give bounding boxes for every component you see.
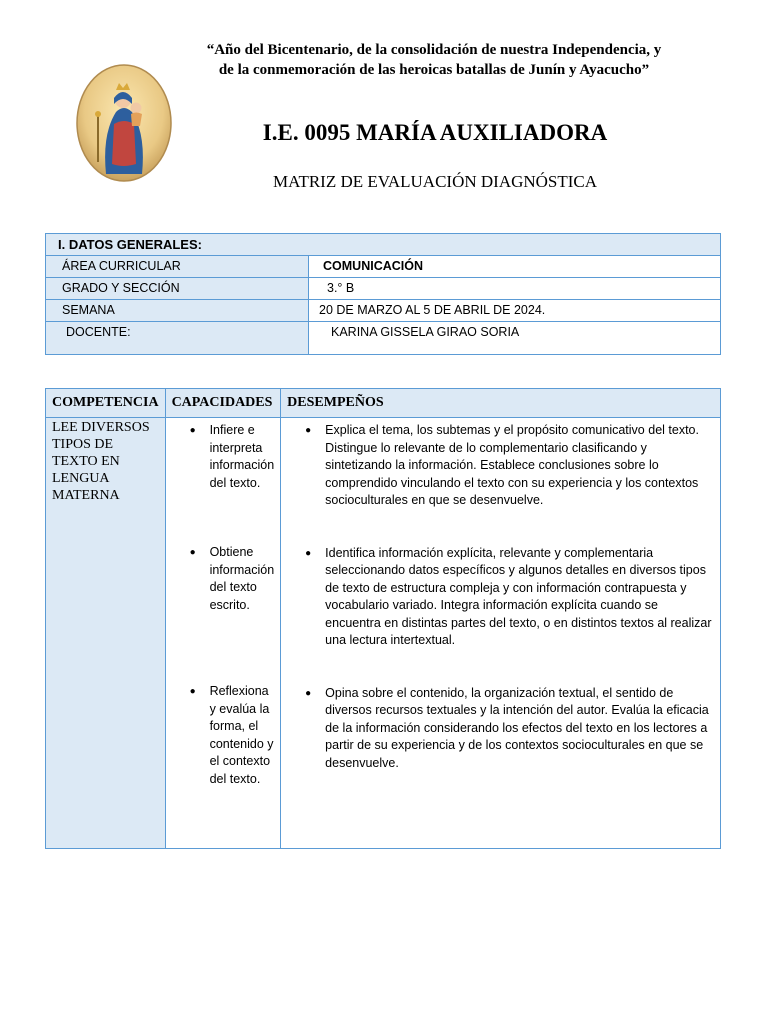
matrix-header-row (46, 389, 721, 418)
datos-row (46, 300, 721, 322)
bullet-icon: ● (189, 547, 196, 558)
capacidades-cell (165, 418, 281, 849)
virgin-mary-child-emblem-icon (76, 64, 172, 182)
capacidad-text: Obtiene información del texto escrito. (209, 545, 275, 612)
desempenos-cell (281, 418, 721, 849)
desempeno-text: Identifica información explícita, relevante y complementaria seleccionando datos específicos y algunos detalles en diversos tipos de texto de estructura compleja y con información contrapuesta y vocabulario variado. Integra información explícita cuando se encuentra en distintas partes del texto, o en distintos textos al realizar una lectura intertextual. (325, 545, 712, 647)
desempeno-text: Explica el tema, los subtemas y el propósito comunicativo del texto. Distingue lo relevante de lo complementario clasificando y sintetizando la información. Establece conclusiones sobre lo comprendido vinculando el texto con su experiencia y los contextos socioculturales en que se desenvuelve. (325, 423, 699, 507)
datos-label: ÁREA CURRICULAR (46, 256, 309, 278)
capacidad-text: Reflexiona y evalúa la forma, el contenido y el contexto del texto. (209, 684, 274, 786)
datos-label: SEMANA (46, 300, 309, 322)
bullet-icon: ● (305, 425, 312, 436)
desempeno-item (281, 685, 720, 773)
datos-value: 3.° B (309, 278, 721, 300)
document-title: MATRIZ DE EVALUACIÓN DIAGNÓSTICA (272, 172, 598, 191)
capacidad-text: Infiere e interpreta información del texto. (209, 423, 275, 490)
capacidad-item (166, 422, 281, 492)
datos-title: I. DATOS GENERALES: (46, 234, 721, 256)
datos-value: KARINA GISSELA GIRAO SORIA (309, 322, 721, 355)
competencia-cell: LEE DIVERSOS TIPOS DE TEXTO EN LENGUA MATERNA (46, 418, 166, 849)
datos-value: COMUNICACIÓN (309, 256, 721, 278)
desempeno-item (281, 422, 720, 510)
datos-row (46, 256, 721, 278)
header-desempenos: DESEMPEÑOS (281, 389, 721, 418)
bullet-icon: ● (189, 425, 196, 436)
matrix-body-row (46, 418, 721, 849)
header-competencia: COMPETENCIA (46, 389, 166, 418)
datos-row (46, 278, 721, 300)
evaluation-matrix-table (45, 388, 721, 849)
datos-value: 20 DE MARZO AL 5 DE ABRIL DE 2024. (309, 300, 721, 322)
bullet-icon: ● (305, 547, 312, 559)
datos-label: GRADO Y SECCIÓN (46, 278, 309, 300)
header-capacidades: CAPACIDADES (165, 389, 281, 418)
datos-generales-table (45, 233, 721, 355)
bullet-icon: ● (305, 687, 312, 699)
datos-header-row (46, 234, 721, 256)
school-name: I.E. 0095 MARÍA AUXILIADORA (262, 120, 608, 145)
desempeno-text: Opina sobre el contenido, la organización textual, el sentido de diversos recursos textuales y la intención del autor. Evalúa la eficacia de la información considerando los efectos del texto en los lectores a partir de su experiencia y de los contextos socioculturales en que se desenvuelve. (325, 685, 709, 770)
motto-text: “Año del Bicentenario, de la consolidación de nuestra Independencia, y de la conmemoración de las heroicas batallas de Junín y Ayacucho” (206, 42, 662, 78)
desempeno-item (281, 545, 720, 650)
datos-row (46, 322, 721, 355)
capacidad-item (166, 544, 281, 614)
capacidad-item (166, 683, 281, 788)
bullet-icon: ● (189, 686, 196, 697)
datos-label: DOCENTE: (46, 322, 309, 355)
